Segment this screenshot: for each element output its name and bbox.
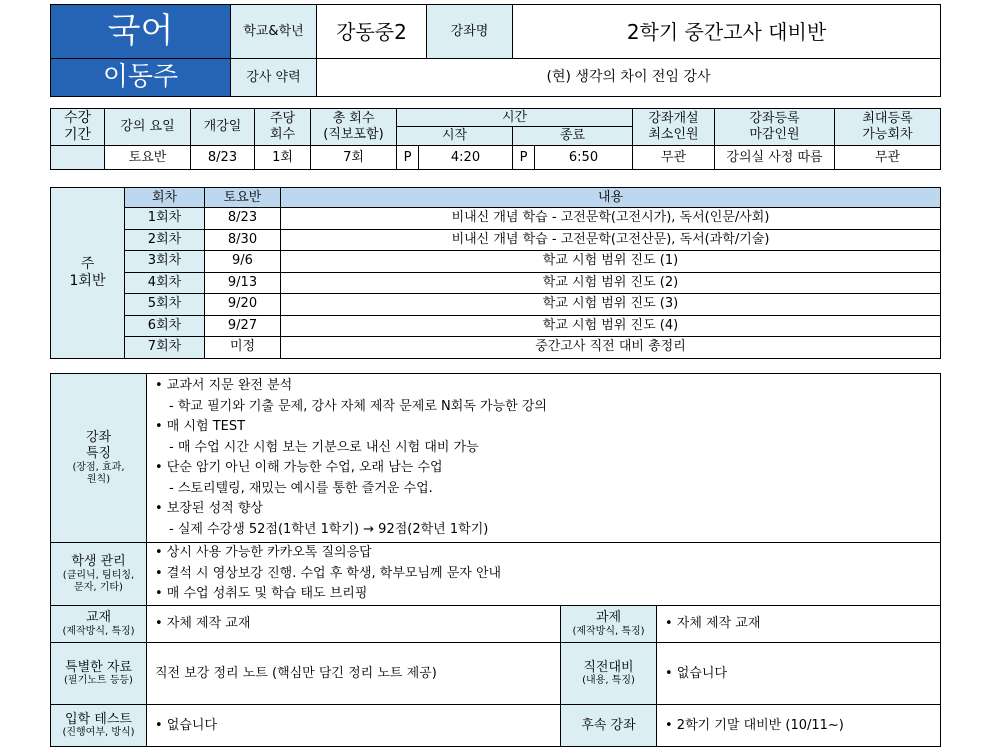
time-header: 시간 — [397, 109, 633, 127]
end-header: 종료 — [513, 127, 633, 146]
schedule-side-label: 주 1회반 — [51, 188, 125, 359]
management-label: 학생 관리 (클리닉, 팀티칭, 문자, 기타) — [51, 543, 147, 606]
end-ampm: P — [513, 146, 535, 170]
start-ampm: P — [397, 146, 419, 170]
close-people-header: 강좌등록 마감인원 — [715, 109, 835, 146]
table-row — [51, 337, 941, 359]
session-cell: 2회차 — [125, 229, 205, 251]
session-cell: 6회차 — [125, 315, 205, 337]
total-count-header: 총 회수 (직보포함) — [311, 109, 397, 146]
table-row — [51, 251, 941, 273]
session-cell: 1회차 — [125, 208, 205, 230]
date-cell: 8/30 — [205, 229, 281, 251]
header-table — [50, 4, 941, 97]
date-cell: 8/23 — [205, 208, 281, 230]
feature-line: - 실제 수강생 52점(1학년 1학기) → 92점(2학년 1학기) — [169, 521, 489, 537]
table-row — [51, 208, 941, 230]
feature-line: • 매 시험 TEST — [155, 419, 246, 434]
content-cell: 중간고사 직전 대비 총정리 — [281, 337, 941, 359]
date-cell: 9/20 — [205, 294, 281, 316]
feature-line: - 학교 필기와 기출 문제, 강사 자체 제작 문제로 N회독 가능한 강의 — [169, 398, 547, 414]
date-cell: 9/27 — [205, 315, 281, 337]
next-course-label: 후속 강좌 — [561, 705, 657, 747]
feature-line: • 교과서 지문 완전 분석 — [155, 378, 293, 393]
session-cell: 3회차 — [125, 251, 205, 273]
course-value: 2학기 중간고사 대비반 — [513, 5, 941, 59]
content-cell: 학교 시험 범위 진도 (4) — [281, 315, 941, 337]
table-row — [51, 272, 941, 294]
teacher-name: 이동주 — [51, 59, 231, 97]
feature-line: - 매 수업 시간 시험 보는 기분으로 내신 시험 대비 가능 — [169, 439, 479, 455]
period-table — [50, 108, 941, 170]
management-line: • 상시 사용 가능한 카카오톡 질의응답 — [155, 545, 372, 561]
start-time: 4:20 — [419, 146, 513, 170]
special-material-label: 특별한 자료 (필기노트 등등) — [51, 643, 147, 705]
next-course-value: • 2학기 기말 대비반 (10/11~) — [657, 705, 941, 747]
details-table — [50, 373, 941, 747]
homework-label: 과제 (제작방식, 특징) — [561, 606, 657, 643]
feature-line: - 스토리텔링, 재밌는 예시를 통한 즐거운 수업. — [169, 480, 433, 496]
weekly-count-header: 주당 회수 — [255, 109, 311, 146]
content-cell: 학교 시험 범위 진도 (3) — [281, 294, 941, 316]
special-material-value: 직전 보강 정리 노트 (핵심만 담긴 정리 노트 제공) — [147, 643, 561, 705]
min-people-header: 강좌개설 최소인원 — [633, 109, 715, 146]
features-label: 강좌 특징 (장점, 효과, 원칙) — [51, 374, 147, 543]
content-header: 내용 — [281, 188, 941, 208]
course-label: 강좌명 — [427, 5, 513, 59]
entrance-test-label: 입학 테스트 (진행여부, 방식) — [51, 705, 147, 747]
table-row — [51, 229, 941, 251]
schedule-table — [50, 187, 941, 359]
subject-title: 국어 — [51, 5, 231, 59]
date-header: 토요반 — [205, 188, 281, 208]
day-header: 강의 요일 — [105, 109, 191, 146]
content-cell: 비내신 개념 학습 - 고전문학(고전산문), 독서(과학/기술) — [281, 229, 941, 251]
content-cell: 비내신 개념 학습 - 고전문학(고전시가), 독서(인문/사회) — [281, 208, 941, 230]
exam-prep-value: • 없습니다 — [657, 643, 941, 705]
date-cell: 9/6 — [205, 251, 281, 273]
session-cell: 4회차 — [125, 272, 205, 294]
content-cell: 학교 시험 범위 진도 (1) — [281, 251, 941, 273]
career-label: 강사 약력 — [231, 59, 317, 97]
table-row — [51, 294, 941, 316]
management-line: • 매 수업 성취도 및 학습 태도 브리핑 — [155, 586, 368, 602]
entrance-test-value: • 없습니다 — [147, 705, 561, 747]
career-value: (현) 생각의 차이 전임 강사 — [317, 59, 941, 97]
school-value: 강동중2 — [317, 5, 427, 59]
material-value: • 자체 제작 교재 — [147, 606, 561, 643]
period-label: 수강 기간 — [51, 109, 105, 146]
total-count-value: 7회 — [311, 146, 397, 170]
material-label: 교재 (제작방식, 특징) — [51, 606, 147, 643]
session-cell: 5회차 — [125, 294, 205, 316]
max-session-value: 무관 — [835, 146, 941, 170]
management-line: • 결석 시 영상보강 진행. 수업 후 학생, 학부모님께 문자 안내 — [155, 565, 502, 581]
exam-prep-label: 직전대비 (내용, 특징) — [561, 643, 657, 705]
school-label: 학교&학년 — [231, 5, 317, 59]
homework-value: • 자체 제작 교재 — [657, 606, 941, 643]
max-session-header: 최대등록 가능회차 — [835, 109, 941, 146]
session-cell: 7회차 — [125, 337, 205, 359]
open-date-value: 8/23 — [191, 146, 255, 170]
management-content — [147, 543, 941, 606]
table-row — [51, 315, 941, 337]
date-cell: 9/13 — [205, 272, 281, 294]
feature-line: • 단순 암기 아닌 이해 가능한 수업, 오래 남는 수업 — [155, 460, 443, 475]
start-header: 시작 — [397, 127, 513, 146]
date-cell: 미정 — [205, 337, 281, 359]
open-date-header: 개강일 — [191, 109, 255, 146]
content-cell: 학교 시험 범위 진도 (2) — [281, 272, 941, 294]
session-header: 회차 — [125, 188, 205, 208]
end-time: 6:50 — [535, 146, 633, 170]
day-value: 토요반 — [105, 146, 191, 170]
close-people-value: 강의실 사정 따름 — [715, 146, 835, 170]
feature-line: • 보장된 성적 향상 — [155, 501, 263, 516]
features-content — [147, 374, 941, 543]
weekly-count-value: 1회 — [255, 146, 311, 170]
min-people-value: 무관 — [633, 146, 715, 170]
